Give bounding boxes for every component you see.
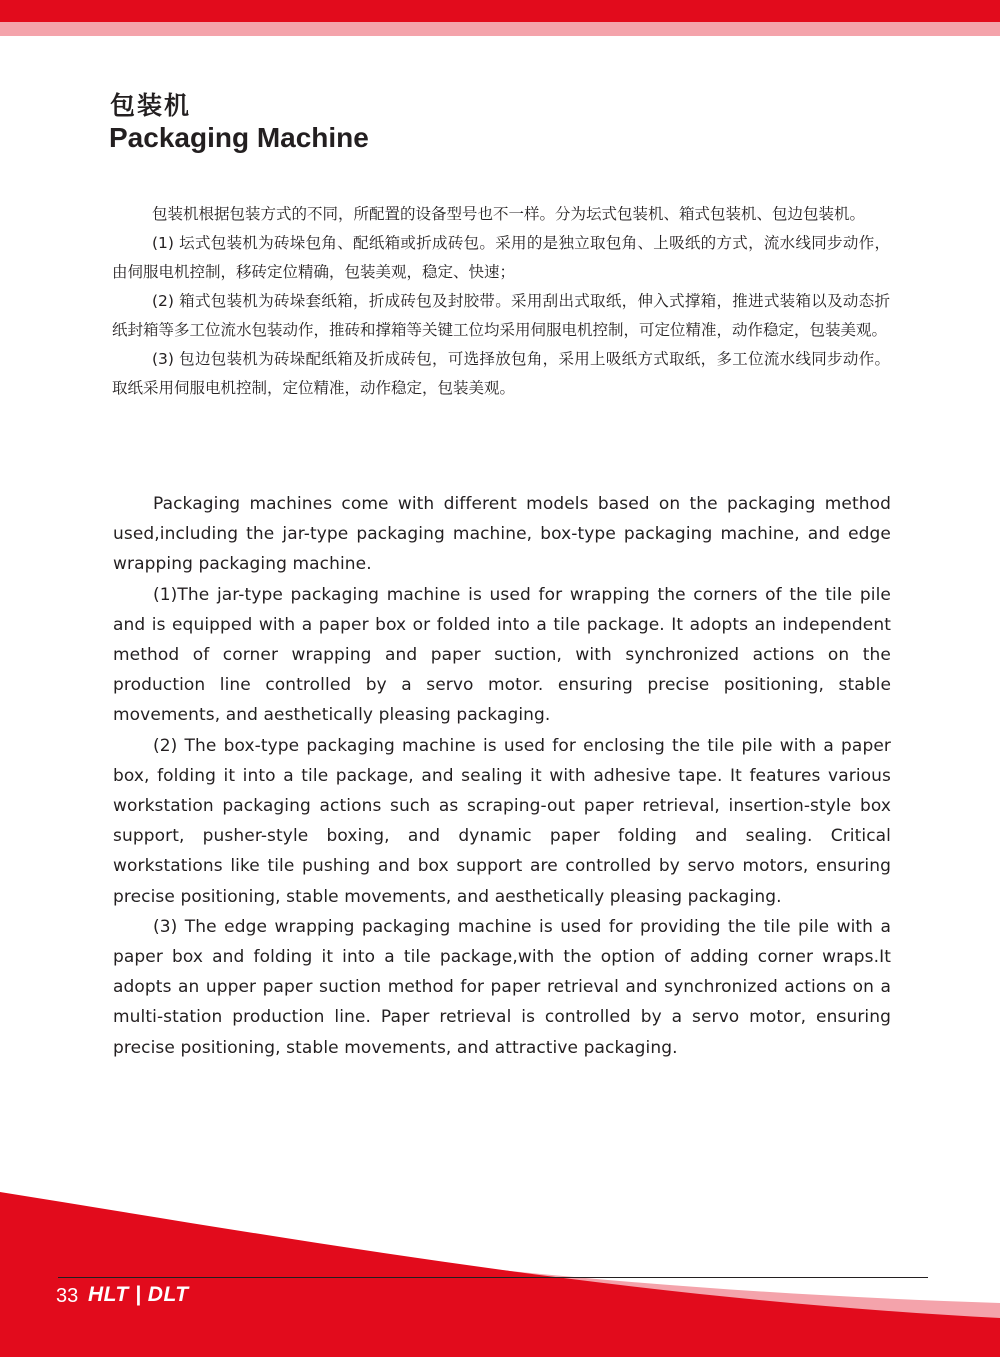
- english-item-1: (1)The jar-type packaging machine is used for wrapping the corners of the tile pile and is equipped with a paper box or folded into a tile package. It adopts an independent method of corner wrapping and paper suction, with synchronized actions on the production line controlled by a servo motor. ensuring precise positioning, stable movements, and aesthetically pleasing packaging.: [113, 584, 891, 726]
- page-title-chinese: 包装机: [110, 91, 192, 120]
- footer-swoosh-red: [0, 1192, 1000, 1357]
- english-intro-paragraph: Packaging machines come with different models based on the packaging method used,including the jar-type packaging machine, box-type packaging machine, and edge wrapping packaging machine.: [113, 494, 891, 575]
- page-number: 33: [56, 1285, 79, 1307]
- top-pink-band: [0, 22, 1000, 36]
- english-item-2: (2) The box-type packaging machine is used for enclosing the tile pile with a paper box, folding it into a tile package, and sealing it with adhesive tape. It features various workstation packaging actions such as scraping-out paper retrieval, insertion-style box support, pusher-style boxing, and dynamic paper folding and sealing. Critical workstations like tile pushing and box support are controlled by servo motors, ensuring precise positioning, stable movements, and aesthetically pleasing packaging.: [113, 735, 891, 907]
- chinese-description: [112, 200, 890, 403]
- chinese-item-2: (2) 箱式包装机为砖垛套纸箱，折成砖包及封胶带。采用刮出式取纸，伸入式撑箱，推进式装箱以及动态折纸封箱等多工位流水包装动作，推砖和撑箱等关键工位均采用伺服电机控制，可定位精准，动作稳定，包装美观。: [112, 292, 890, 339]
- footer-rule: [58, 1277, 928, 1278]
- chinese-item-1: (1) 坛式包装机为砖垛包角、配纸箱或折成砖包。采用的是独立取包角、上吸纸的方式，流水线同步动作，由伺服电机控制，移砖定位精确，包装美观，稳定、快速；: [112, 234, 890, 281]
- english-item-3: (3) The edge wrapping packaging machine is used for providing the tile pile with a paper box and folding it into a tile package,with the option of adding corner wraps.It adopts an upper paper suction method for paper retrieval and synchronized actions on a multi-station production line. Paper retrieval is controlled by a servo motor, ensuring precise positioning, stable movements, and attractive packaging.: [113, 916, 891, 1058]
- brand-logo: HLT | DLT: [88, 1283, 189, 1306]
- english-description: [113, 489, 891, 1063]
- footer-swoosh: [0, 1180, 1000, 1357]
- chinese-intro-paragraph: 包装机根据包装方式的不同，所配置的设备型号也不一样。分为坛式包装机、箱式包装机、包边包装机。: [152, 205, 866, 223]
- chinese-item-3: (3) 包边包装机为砖垛配纸箱及折成砖包，可选择放包角，采用上吸纸方式取纸，多工位流水线同步动作。取纸采用伺服电机控制，定位精准，动作稳定，包装美观。: [112, 350, 890, 397]
- page-title-english: Packaging Machine: [109, 122, 369, 153]
- top-red-band: [0, 0, 1000, 22]
